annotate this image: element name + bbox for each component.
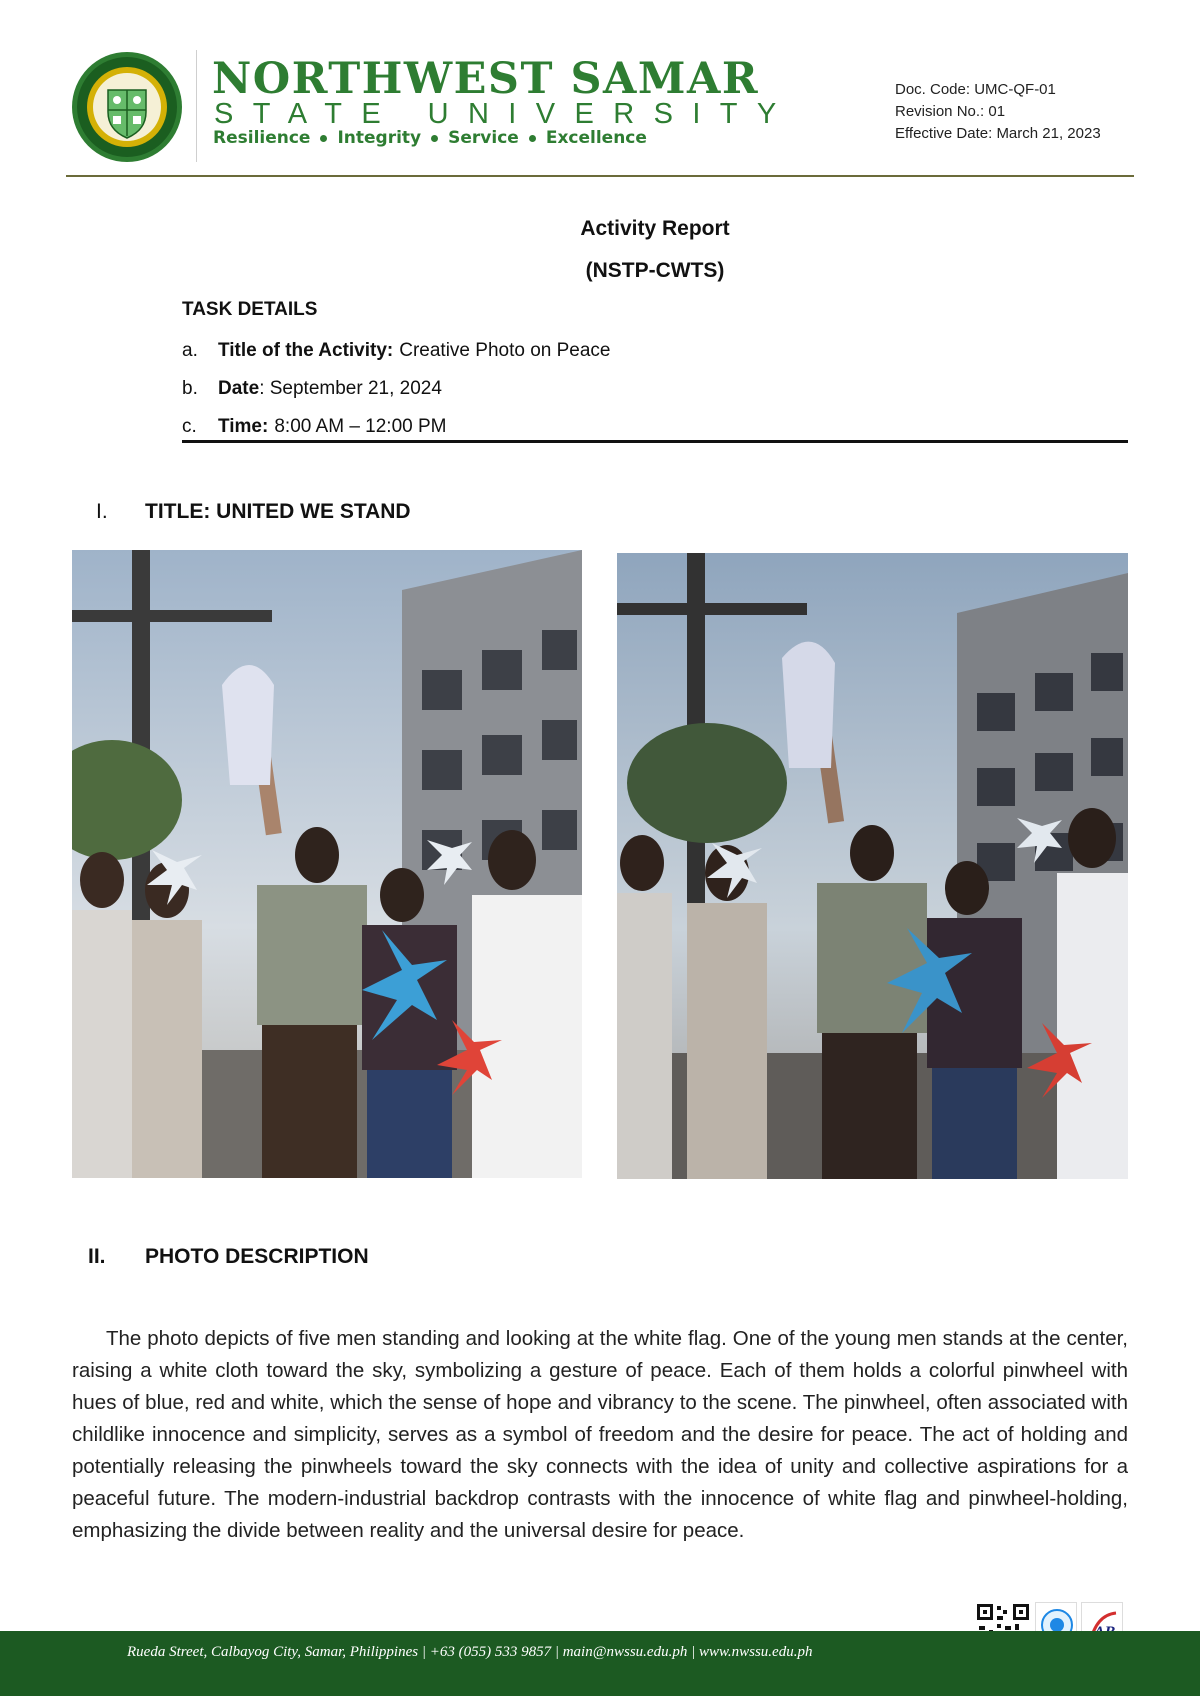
doc-code: Doc. Code: UMC-QF-01 [895, 81, 1056, 98]
task-details-heading: TASK DETAILS [182, 299, 318, 320]
page-footer [0, 1631, 1200, 1696]
report-subtitle: (NSTP-CWTS) [585, 259, 725, 282]
section-number: I. [96, 500, 108, 523]
list-letter: a. [182, 340, 198, 361]
activity-photo-1 [72, 550, 582, 1178]
footer-contact-info: Rueda Street, Calbayog City, Samar, Philippines | +63 (055) 533 9857 | main@nwssu.edu.ph | www.nwssu.edu.ph [127, 1644, 813, 1660]
task-label: Time: [218, 416, 269, 437]
task-details-rule [182, 440, 1128, 443]
document-control-info [895, 79, 1101, 145]
list-letter: c. [182, 416, 197, 437]
revision-number: Revision No.: 01 [895, 103, 1006, 120]
list-letter: b. [182, 378, 198, 399]
header-rule [66, 175, 1134, 177]
task-value: Creative Photo on Peace [399, 340, 611, 361]
section-number: II. [88, 1245, 106, 1268]
task-label: Date [218, 378, 260, 399]
effective-date: Effective Date: March 21, 2023 [895, 125, 1101, 142]
motto-word: Integrity [337, 128, 422, 148]
report-title: Activity Report [580, 217, 730, 240]
motto-word: Resilience [213, 128, 311, 148]
task-item-title [182, 338, 1128, 376]
task-value: 8:00 AM – 12:00 PM [274, 416, 447, 437]
bullet-dot-icon [431, 135, 438, 142]
task-details-list [182, 338, 1128, 452]
document-header [66, 48, 1134, 168]
university-subtitle: STATE UNIVERSITY [214, 98, 796, 130]
task-label: Title of the Activity: [218, 340, 394, 361]
university-motto [213, 128, 647, 148]
section-title [88, 1245, 369, 1269]
section-heading: PHOTO DESCRIPTION [145, 1245, 369, 1268]
header-divider [196, 50, 197, 162]
activity-photo-2 [617, 553, 1128, 1179]
bullet-dot-icon [529, 135, 536, 142]
task-item-time [182, 414, 1128, 452]
photo-description-paragraph: The photo depicts of five men standing and looking at the white flag. One of the young men stands at the center, raising a white cloth toward the sky, symbolizing a gesture of peace. Each of them holds a colorful pinwheel with hues of blue, red and white, which the sense of hope and vibrancy to the scene. The pinwheel, often associated with childlike innocence and simplicity, serves as a symbol of freedom and the desire for peace. The act of holding and potentially releasing the pinwheels toward the sky connects with the idea of unity and collective aspirations for a peaceful future. The modern-industrial backdrop contrasts with the innocence of white flag and pinwheel-holding, emphasizing the divide between reality and the universal desire for peace. [72, 1327, 1128, 1542]
university-name: NORTHWEST SAMAR [212, 54, 760, 104]
motto-word: Service [448, 128, 519, 148]
section-title [96, 500, 411, 524]
bullet-dot-icon [320, 135, 327, 142]
university-seal-logo [70, 50, 184, 164]
motto-word: Excellence [545, 128, 647, 148]
section-heading: TITLE: UNITED WE STAND [145, 500, 411, 523]
task-value: : September 21, 2024 [259, 378, 442, 399]
task-item-date [182, 376, 1128, 414]
